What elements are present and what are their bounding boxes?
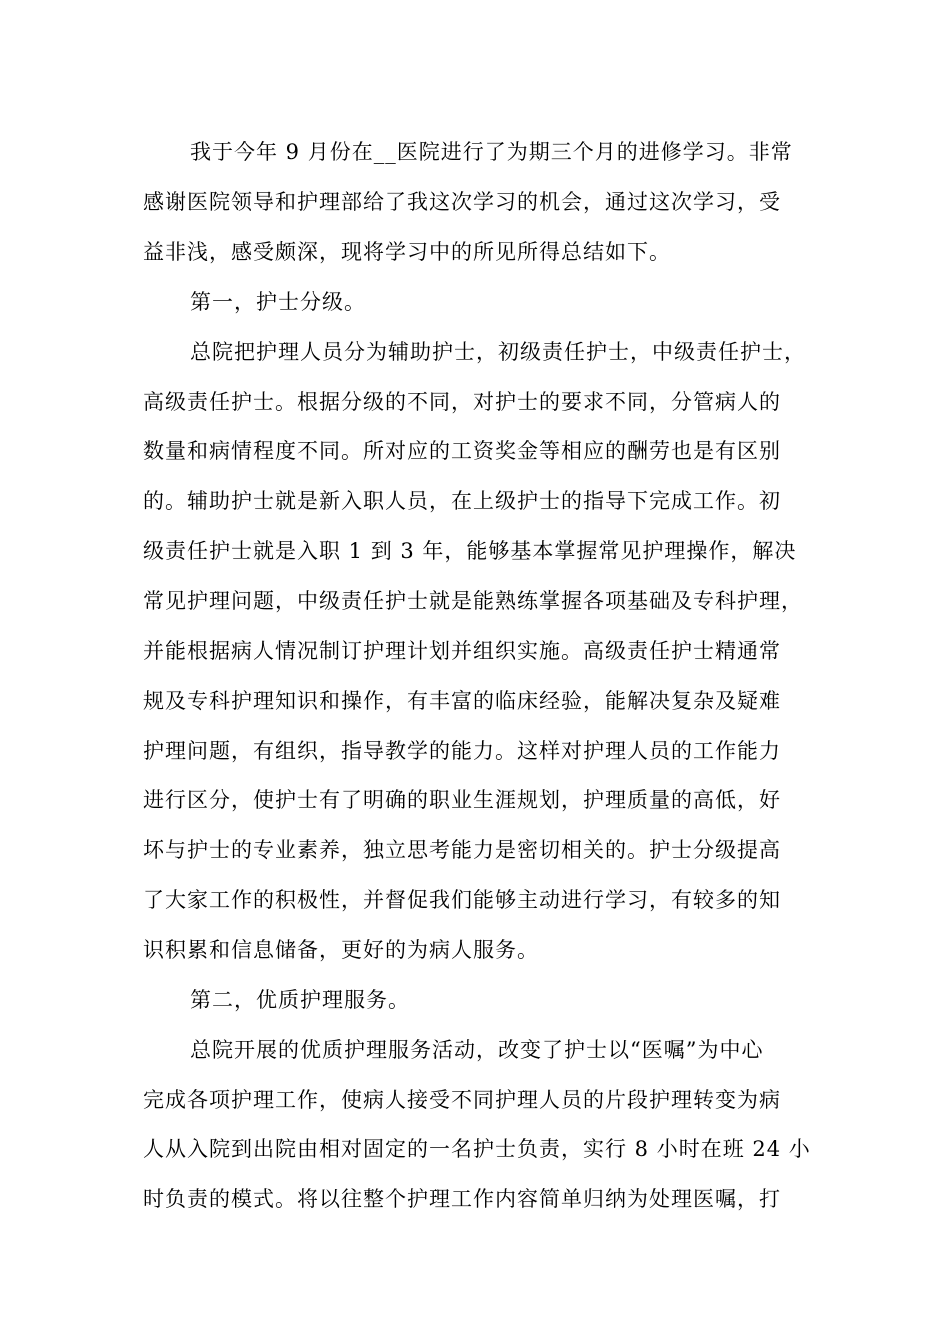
paragraph-2-line-1: 总院把护理人员分为辅助护士，初级责任护士，中级责任护士， <box>190 340 806 364</box>
paragraph-3-line-3: 人从入院到出院由相对固定的一名护士负责，实行 8 小时在班 24 小 <box>143 1137 811 1161</box>
paragraph-1-line-2: 感谢医院领导和护理部给了我这次学习的机会，通过这次学习，受 <box>143 190 781 214</box>
paragraph-2-line-8: 规及专科护理知识和操作，有丰富的临床经验，能解决复杂及疑难 <box>143 689 781 713</box>
section-heading-2: 第二，优质护理服务。 <box>190 988 410 1012</box>
paragraph-2-line-7: 并能根据病人情况制订护理计划并组织实施。高级责任护士精通常 <box>143 639 781 663</box>
paragraph-2-line-2: 高级责任护士。根据分级的不同，对护士的要求不同，分管病人的 <box>143 390 781 414</box>
paragraph-1-line-1: 我于今年 9 月份在__医院进行了为期三个月的进修学习。非常 <box>190 140 793 164</box>
paragraph-2-line-10: 进行区分，使护士有了明确的职业生涯规划，护理质量的高低，好 <box>143 788 781 812</box>
paragraph-2-line-9: 护理问题，有组织，指导教学的能力。这样对护理人员的工作能力 <box>143 739 781 763</box>
paragraph-3-line-2: 完成各项护理工作，使病人接受不同护理人员的片段护理转变为病 <box>143 1088 781 1112</box>
section-heading-1: 第一，护士分级。 <box>190 290 366 314</box>
paragraph-3-line-4: 时负责的模式。将以往整个护理工作内容简单归纳为处理医嘱，打 <box>143 1187 781 1211</box>
paragraph-2-line-12: 了大家工作的积极性，并督促我们能够主动进行学习，有较多的知 <box>143 888 781 912</box>
paragraph-2-line-5: 级责任护士就是入职 1 到 3 年，能够基本掌握常见护理操作，解决 <box>143 539 797 563</box>
paragraph-3-line-1: 总院开展的优质护理服务活动，改变了护士以“医嘱”为中心 <box>190 1038 764 1062</box>
paragraph-1-line-3: 益非浅，感受颇深，现将学习中的所见所得总结如下。 <box>143 240 671 264</box>
paragraph-2-line-4: 的。辅助护士就是新入职人员，在上级护士的指导下完成工作。初 <box>143 489 781 513</box>
paragraph-2-line-11: 坏与护士的专业素养，独立思考能力是密切相关的。护士分级提高 <box>143 838 781 862</box>
paragraph-2-line-6: 常见护理问题，中级责任护士就是能熟练掌握各项基础及专科护理， <box>143 589 803 613</box>
paragraph-2-line-13: 识积累和信息储备，更好的为病人服务。 <box>143 938 539 962</box>
paragraph-2-line-3: 数量和病情程度不同。所对应的工资奖金等相应的酬劳也是有区别 <box>143 439 781 463</box>
